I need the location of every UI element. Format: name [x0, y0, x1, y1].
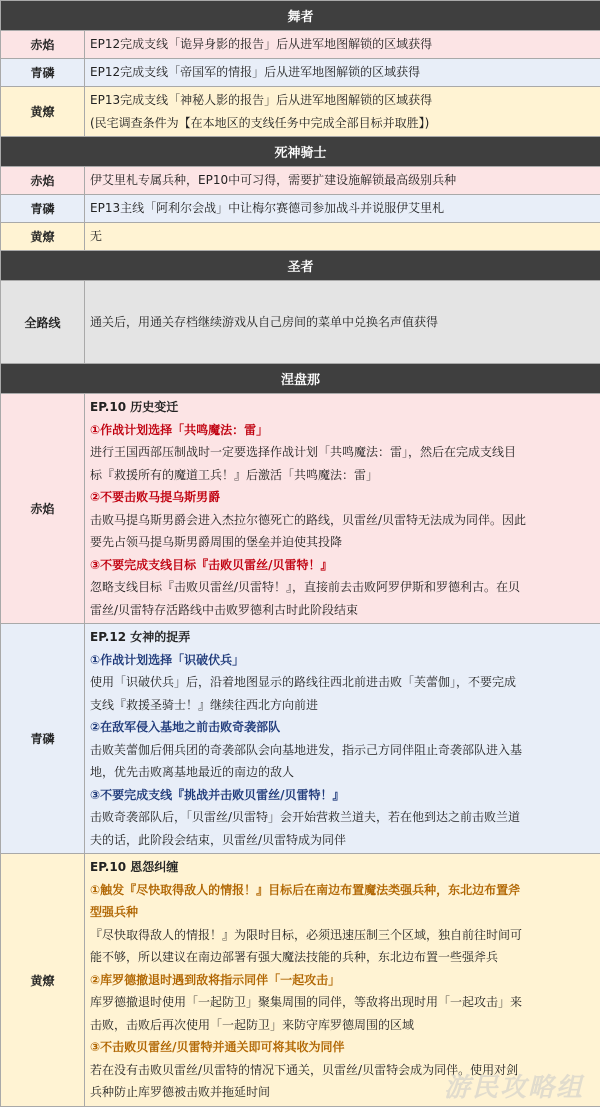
route-label: 黄燎: [1, 854, 85, 1107]
episode-title: EP.12 女神的捉弄: [90, 630, 191, 644]
section-title: 圣者: [1, 251, 600, 281]
row-text: 伊艾里札专属兵种，EP10中可习得，需要扩建设施解锁最高级别兵种: [85, 167, 600, 195]
route-label: 赤焰: [1, 31, 85, 59]
section-title: 死神骑士: [1, 137, 600, 167]
text-line: 库罗德撤退时使用「一起防卫」聚集周围的同伴，等敌将出现时用「一起攻击」来: [90, 995, 523, 1010]
text-line: (民宅调查条件为【在本地区的支线任务中完成全部目标并取胜】): [90, 115, 430, 130]
table-row: [1, 624, 600, 854]
text-line: 兵种防止库罗德被击败并拖延时间: [90, 1085, 271, 1100]
section-title: 舞者: [1, 1, 600, 31]
section-header-dancer: [1, 1, 600, 31]
text-line: 击败马提乌斯男爵会进入杰拉尔德死亡的路线，贝雷丝/贝雷特无法成为同伴。因此: [90, 512, 527, 527]
row-text: EP12完成支线「帝国军的情报」后从进军地图解锁的区域获得: [85, 59, 600, 87]
text-line: 『尽快取得敌人的情报！』为限时目标，必须迅速压制三个区域，独自前往时间可: [90, 927, 523, 942]
text-line: 要先占领马提乌斯男爵周围的堡垒并迫使其投降: [90, 535, 343, 549]
route-label: 青磷: [1, 624, 85, 854]
table-row: [1, 394, 600, 624]
step-heading: ②不要击败马提乌斯男爵: [90, 490, 221, 504]
route-label: 赤焰: [1, 167, 85, 195]
row-text: 通关后，用通关存档继续游戏从自己房间的菜单中兑换名声值获得: [85, 281, 600, 364]
row-text: [85, 87, 600, 137]
row-text: EP12完成支线「诡异身影的报告」后从进军地图解锁的区域获得: [85, 31, 600, 59]
text-line: 夫的话，此阶段会结束，贝雷丝/贝雷特成为同伴: [90, 832, 347, 847]
episode-title: EP.10 历史变迁: [90, 400, 179, 414]
table-row: [1, 281, 600, 364]
row-text: EP13主线「阿利尔会战」中让梅尔赛德司参加战斗并说服伊艾里札: [85, 195, 600, 223]
step-heading: ①作战计划选择「识破伏兵」: [90, 652, 245, 667]
route-label: 青磷: [1, 59, 85, 87]
table-row: [1, 59, 600, 87]
section-header-saint: [1, 251, 600, 281]
table-row: [1, 31, 600, 59]
route-label: 全路线: [1, 281, 85, 364]
table-row: [1, 223, 600, 251]
text-line: 击败，击败后再次使用「一起防卫」来防守库罗德周围的区域: [90, 1017, 415, 1032]
episode-title: EP.10 恩怨纠缠: [90, 860, 179, 875]
row-text: [85, 624, 600, 854]
step-heading: ③不击败贝雷丝/贝雷特并通关即可将其收为同伴: [90, 1040, 345, 1055]
text-line: 支线『救援圣骑士！』继续往西北方向前进: [90, 697, 319, 712]
step-heading: ①触发『尽快取得敌人的情报！』目标后在南边布置魔法类强兵种，东北边布置斧: [90, 882, 521, 897]
route-label: 黄燎: [1, 223, 85, 251]
step-heading: ②库罗德撤退时遇到敌将指示同伴「一起攻击」: [90, 972, 341, 987]
text-line: 进行王国西部压制战时一定要选择作战计划「共鸣魔法：雷」，然后在完成支线目: [90, 445, 517, 459]
table-row: [1, 195, 600, 223]
table-row: [1, 167, 600, 195]
text-line: 能不够，所以建议在南边部署有强大魔法技能的兵种，东北边布置一些强斧兵: [90, 950, 499, 965]
step-heading: ③不要完成支线『挑战并击败贝雷丝/贝雷特！』: [90, 787, 345, 802]
section-header-death-knight: [1, 137, 600, 167]
text-line: EP13完成支线「神秘人影的报告」后从进军地图解锁的区域获得: [90, 93, 433, 107]
step-heading: ②在敌军侵入基地之前击败奇袭部队: [90, 720, 281, 734]
row-text: [85, 394, 600, 624]
text-line: 若在没有击败贝雷丝/贝雷特的情况下通关，贝雷丝/贝雷特会成为同伴。使用对剑: [90, 1062, 519, 1077]
text-line: 地，优先击败离基地最近的南边的敌人: [90, 765, 295, 779]
section-header-nirvana: [1, 364, 600, 394]
row-text: 无: [85, 223, 600, 251]
text-line: 标『救援所有的魔道工兵！』后激活「共鸣魔法：雷」: [90, 467, 379, 482]
text-line: 击败奇袭部队后，「贝雷丝/贝雷特」会开始营救兰道夫，若在他到达之前击败兰道: [90, 810, 521, 824]
table-row: [1, 87, 600, 137]
text-line: 雷丝/贝雷特存活路线中击败罗德利古时此阶段结束: [90, 602, 359, 617]
route-label: 黄燎: [1, 87, 85, 137]
step-heading: ③不要完成支线目标『击败贝雷丝/贝雷特！』: [90, 557, 333, 572]
section-title: 涅盘那: [1, 364, 600, 394]
route-label: 赤焰: [1, 394, 85, 624]
route-label: 青磷: [1, 195, 85, 223]
text-line: 击败芙蕾伽后佣兵团的奇袭部队会向基地进发，指示己方同伴阻止奇袭部队进入基: [90, 742, 523, 757]
step-heading: ①作战计划选择「共鸣魔法：雷」: [90, 422, 269, 437]
text-line: 忽略支线目标『击败贝雷丝/贝雷特！』，直接前去击败阿罗伊斯和罗德利古。在贝: [90, 580, 521, 594]
watermark: 游民攻略组: [443, 1073, 584, 1103]
text-line: 使用「识破伏兵」后，沿着地图显示的路线往西北前进击败「芙蕾伽」，不要完成: [90, 675, 517, 689]
step-heading: 型强兵种: [90, 905, 139, 920]
